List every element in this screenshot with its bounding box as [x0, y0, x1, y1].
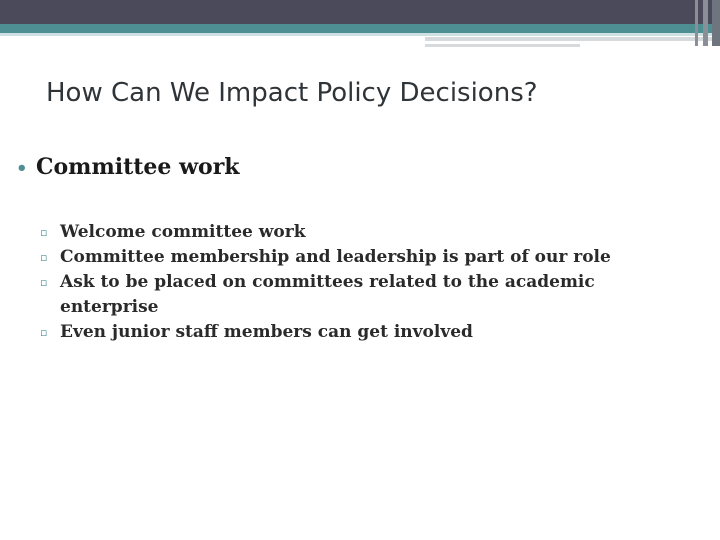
header-stripe — [695, 0, 698, 46]
header-band — [0, 0, 720, 52]
list-item-text: Welcome committee work — [60, 222, 306, 242]
hollow-square-bullet-icon: ▫ — [40, 276, 48, 289]
list-item — [40, 270, 640, 320]
sub-bullet-list — [40, 220, 640, 345]
header-band-light — [0, 33, 720, 36]
slide-title: How Can We Impact Policy Decisions? — [46, 78, 538, 108]
header-band-dark — [0, 0, 720, 24]
header-stripe — [703, 0, 708, 46]
header-band-teal — [0, 24, 720, 33]
list-item-text: Even junior staff members can get involved — [60, 322, 473, 342]
list-item — [40, 220, 640, 245]
bullet-committee-work — [16, 154, 240, 180]
bullet-label: Committee work — [36, 154, 240, 180]
list-item-text: Ask to be placed on committees related to the academic enterprise — [60, 272, 595, 317]
list-item — [40, 245, 640, 270]
header-rule-long — [425, 37, 715, 41]
header-stripe — [712, 0, 720, 46]
round-bullet-icon: • — [16, 158, 28, 179]
list-item — [40, 320, 640, 345]
hollow-square-bullet-icon: ▫ — [40, 326, 48, 339]
header-rule-short — [425, 44, 580, 47]
hollow-square-bullet-icon: ▫ — [40, 251, 48, 264]
list-item-text: Committee membership and leadership is part of our role — [60, 247, 611, 267]
hollow-square-bullet-icon: ▫ — [40, 226, 48, 239]
